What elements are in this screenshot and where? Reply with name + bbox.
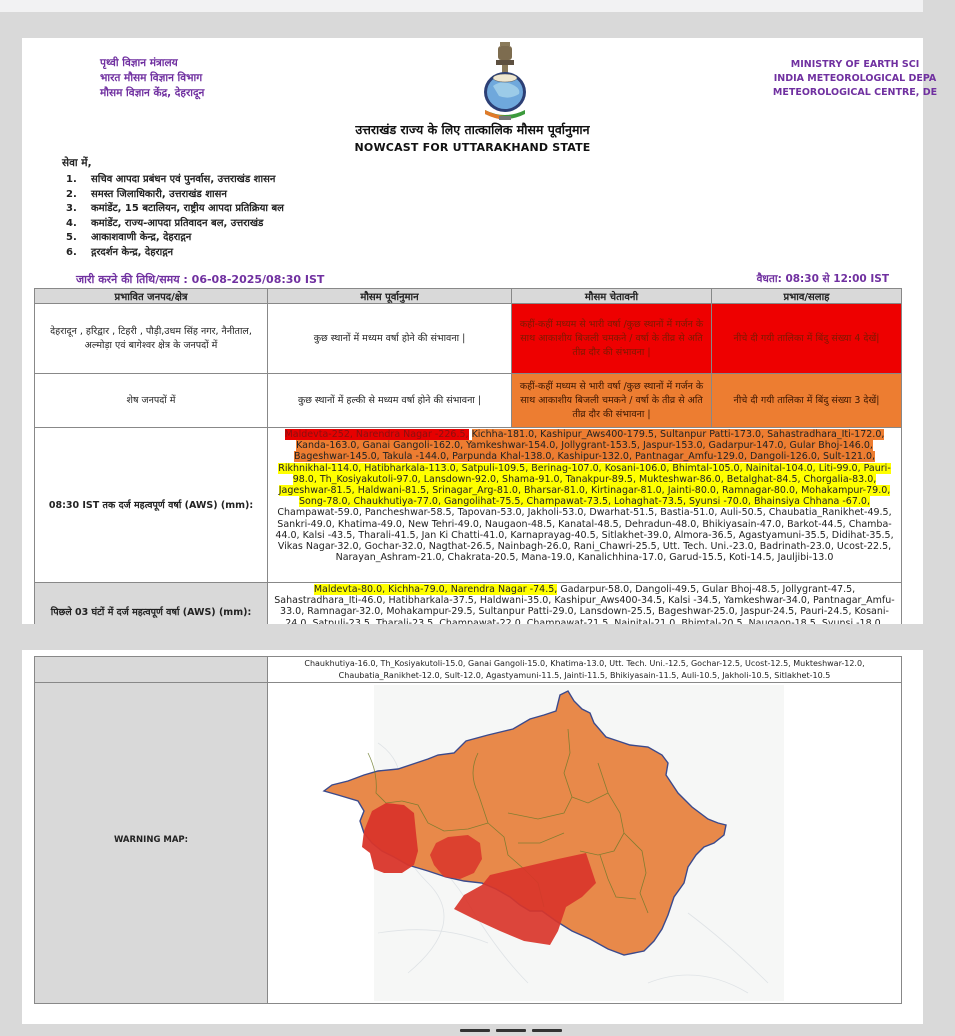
recipient-item (66, 202, 284, 217)
rainfall-3h-continued-row (35, 657, 902, 683)
recipient-number: 5. (66, 232, 77, 243)
recipient-number: 1. (66, 174, 77, 185)
warning-map-label: WARNING MAP: (35, 683, 268, 1004)
rainfall-0830-list (268, 428, 902, 583)
rainfall-0830-label: 08:30 IST तक दर्ज महत्वपूर्ण वर्षा (AWS) (mm): (35, 428, 268, 583)
imd-emblem-logo (477, 40, 533, 126)
rainfall-3h-continued-list: Chaukhutiya-16.0, Th_Kosiyakutoli-15.0, Ganai Gangoli-15.0, Khatima-13.0, Utt. Tech. Uni.-12.5, Gochar-12.5, Ucost-12.5, Mukteshwar-12.0, Chaubatia_Ranikhet-12.0, Sult-12.0, Agastyamuni-11.5, Jainti-11.5, Bhikiyasain-11.5, Auli-10.5, Jakholi-10.5, Sitlakhet-10.5 (268, 657, 902, 683)
header-english-line: MINISTRY OF EARTH SCI (790, 59, 920, 70)
rainfall-other-values: Champawat-59.0, Pancheshwar-58.5, Tapovan-53.0, Jakholi-53.0, Dwarhat-51.5, Bastia-51.0, Auli-50.5, Chaubatia_Ranikhet-49.5, Sankri-49.0, Khatima-49.0, New Tehri-49.0, Naugaon-48.5, Kanatal-48.5, Dehradun-48.0, Bhikiyasain-47.0, Barkot-44.5, Chamba-44.0, Kalsi -43.5, Tharali-41.5, Jan Ki Chatti-41.0, Karnaprayag-40.5, Sitlakhet-39.0, Almora-36.5, Agastyamuni-35.5, Didihat-35.5, Vikas Nagar-32.0, Gochar-32.0, Nagthat-26.5, Nainbagh-26.0, Rani_Chawri-25.5, Utt. Tech. Uni.-23.0, Badrinath-23.0, Ucost-22.5, Narayan_Ashram-21.0, Chakrata-20.5, Mana-19.0, Kanalichhina-17.0, Garud-15.5, Koti-14.5, Jauljibi-13.0 (275, 507, 894, 564)
recipients-heading: सेवा में, (62, 157, 92, 169)
header-hindi-line: मौसम विज्ञान केंद्र, देहरादून (100, 87, 205, 99)
rainfall-heavy-values: Rikhnikhal-114.0, Hatibharkala-113.0, Satpuli-109.5, Berinag-107.0, Kosani-106.0, Bhimtal-105.0, Nainital-104.0, Liti-99.0, Pauri-98.0, Th_Kosiyakutoli-97.0, Lansdown-92.0, Shama-91.0, Tanakpur-89.5, Mukteshwar-86.0, Betalghat-84.5, Chorgalia-83.0, Jageshwar-81.5, Haldwani-81.5, Srinagar_Arg-81.0, Bharsar-81.0, Kirtinagar-81.0, Jainti-80.0, Ramnagar-80.0, Mohakampur-79.0, Song-78.0, Chaukhutiya-77.0, Gangolihat-75.5, Champawat-73.5, Lohaghat-73.5, Syunsi -70.0, Bhainsiya Chhana -67.0, (278, 462, 891, 508)
page-separator (22, 624, 923, 650)
recipient-number: 3. (66, 203, 77, 214)
recipient-number: 2. (66, 188, 77, 200)
rainfall-extreme-values: Maldevta-252, Narendra Nagar -226.5, (284, 429, 469, 440)
table-row (35, 374, 902, 428)
table-row (35, 304, 902, 374)
cut-off-text (460, 1017, 610, 1024)
forecast-cell: कुछ स्थानों में हल्की से मध्यम वर्षा होने की संभावना | (268, 374, 512, 428)
warning-map (268, 683, 900, 1003)
recipient-item (66, 246, 284, 261)
empty-label-cell (35, 657, 268, 683)
column-header: मौसम चेतावनी (512, 289, 712, 304)
continuation-table (34, 656, 902, 1004)
header-hindi-line: पृथ्वी विज्ञान मंत्रालय (100, 57, 178, 69)
rainfall-very-heavy-values: Kichha-181.0, Kashipur_Aws400-179.5, Sultanpur Patti-173.0, Sahastradhara_Iti-172.0, Kanda-163.0, Ganai Gangoli-162.0, Yamkeshwar-154.0, Jollygrant-153.5, Jaspur-153.0, Gadarpur-147.0, Gular Bhoj-146.0, Bageshwar-145.0, Takula -144.0, Parpunda Khal-138.0, Kashipur-132.0, Pantnagar_Amfu-129.0, Dangoli-126.0, Sult-121.0, (293, 429, 885, 463)
warning-cell-orange: कहीं-कहीं मध्यम से भारी वर्षा /कुछ स्थानों में गर्जन के साथ आकाशीय बिजली चमकने / वर्षा के तीव्र से अति तीव्र दौर की संभावना | (512, 374, 712, 428)
warning-map-row (35, 683, 902, 1004)
recipient-text: समस्त जिलाधिकारी, उत्तराखंड शासन (91, 188, 227, 200)
document-page-1 (22, 38, 938, 624)
recipient-number: 6. (66, 246, 77, 258)
recipient-text: कमांडेंट, राज्य-आपदा प्रतिवादन बल, उत्तराखंड (91, 217, 264, 229)
rainfall-3h-label: पिछले 03 घंटों में दर्ज महत्वपूर्ण वर्षा (AWS) (mm): (35, 583, 268, 642)
header-english-line: INDIA METEOROLOGICAL DEPA (773, 73, 937, 84)
top-bar (0, 0, 923, 12)
recipient-text: सचिव आपदा प्रबंधन एवं पुनर्वास, उत्तराखंड शासन (91, 174, 276, 185)
nowcast-table (34, 288, 902, 642)
warning-cell-red: कहीं-कहीं मध्यम से भारी वर्षा /कुछ स्थानों में गर्जन के साथ आकाशीय बिजली चमकने / वर्षा के तीव्र से अति तीव्र दौर की संभावना | (512, 304, 712, 374)
advice-cell-red: नीचे दी गयी तालिका में बिंदु संख्या 4 देखें| (712, 304, 902, 374)
title-english: NOWCAST FOR UTTARAKHAND STATE (354, 141, 591, 154)
header-hindi (100, 56, 204, 101)
header-english (755, 58, 955, 100)
column-header: मौसम पूर्वानुमान (268, 289, 512, 304)
area-cell: शेष जनपदों में (35, 374, 268, 428)
document-page-2 (22, 650, 923, 1024)
recipient-item (66, 217, 284, 232)
header-english-line: METEOROLOGICAL CENTRE, DE (772, 87, 938, 98)
table-header-row (35, 289, 902, 304)
recipient-text: कमांडेंट, 15 बटालियन, राष्ट्रीय आपदा प्रतिक्रिया बल (91, 203, 284, 214)
column-header: प्रभाव/सलाह (712, 289, 902, 304)
column-header: प्रभावित जनपद/क्षेत्र (35, 289, 268, 304)
rainfall-3h-heavy-values: Maldevta-80.0, Kichha-79.0, Narendra Nagar -74.5, (313, 584, 558, 595)
validity-period: वैधता: 08:30 से 12:00 IST (756, 273, 889, 285)
warning-map-cell (268, 683, 902, 1004)
rainfall-3h-other-values: Gadarpur-58.0, Dangoli-49.5, Gular Bhoj-48.5, Jollygrant-47.5, Sahastradhara_Iti-46.0, Hatibharkala-37.5, Haldwani-35.0, Kashipur_Aws400-34.5, Kalsi -34.5, Yamkeshwar-34.0, Pantnagar_Amfu-33.0, Ramnagar-32.0, Mohakampur-29.5, Sultanpur Patti-29.0, Lansdown-25.5, Bageshwar-25.0, Jaspur-24.5, Pauri-24.5, Kosani- (274, 584, 895, 618)
recipient-item (66, 231, 284, 246)
rainfall-0830-row (35, 428, 902, 583)
recipient-text: आकाशवाणी केन्द्र, देहराद्गन (91, 232, 192, 243)
recipient-item (66, 173, 284, 188)
area-cell: देहरादून , हरिद्वार , टिहरी , पौड़ी,उधम सिंह नगर, नैनीताल, अल्मोड़ा एवं बागेश्वर क्षेत्र के जनपदों में (35, 304, 268, 374)
recipient-text: द्गरदर्शन केन्द्र, देहराद्गन (91, 246, 174, 258)
recipients-list (66, 173, 284, 260)
advice-cell-orange: नीचे दी गयी तालिका में बिंदु संख्या 3 देखें| (712, 374, 902, 428)
forecast-cell: कुछ स्थानों में मध्यम वर्षा होने की संभावना | (268, 304, 512, 374)
header-hindi-line: भारत मौसम विज्ञान विभाग (100, 72, 203, 84)
issue-datetime: जारी करने की तिथि/समय : 06-08-2025/08:30 IST (76, 273, 325, 286)
recipient-number: 4. (66, 217, 77, 229)
title-hindi: उत्तराखंड राज्य के लिए तात्कालिक मौसम पूर्वानुमान (355, 122, 590, 137)
recipient-item (66, 188, 284, 203)
